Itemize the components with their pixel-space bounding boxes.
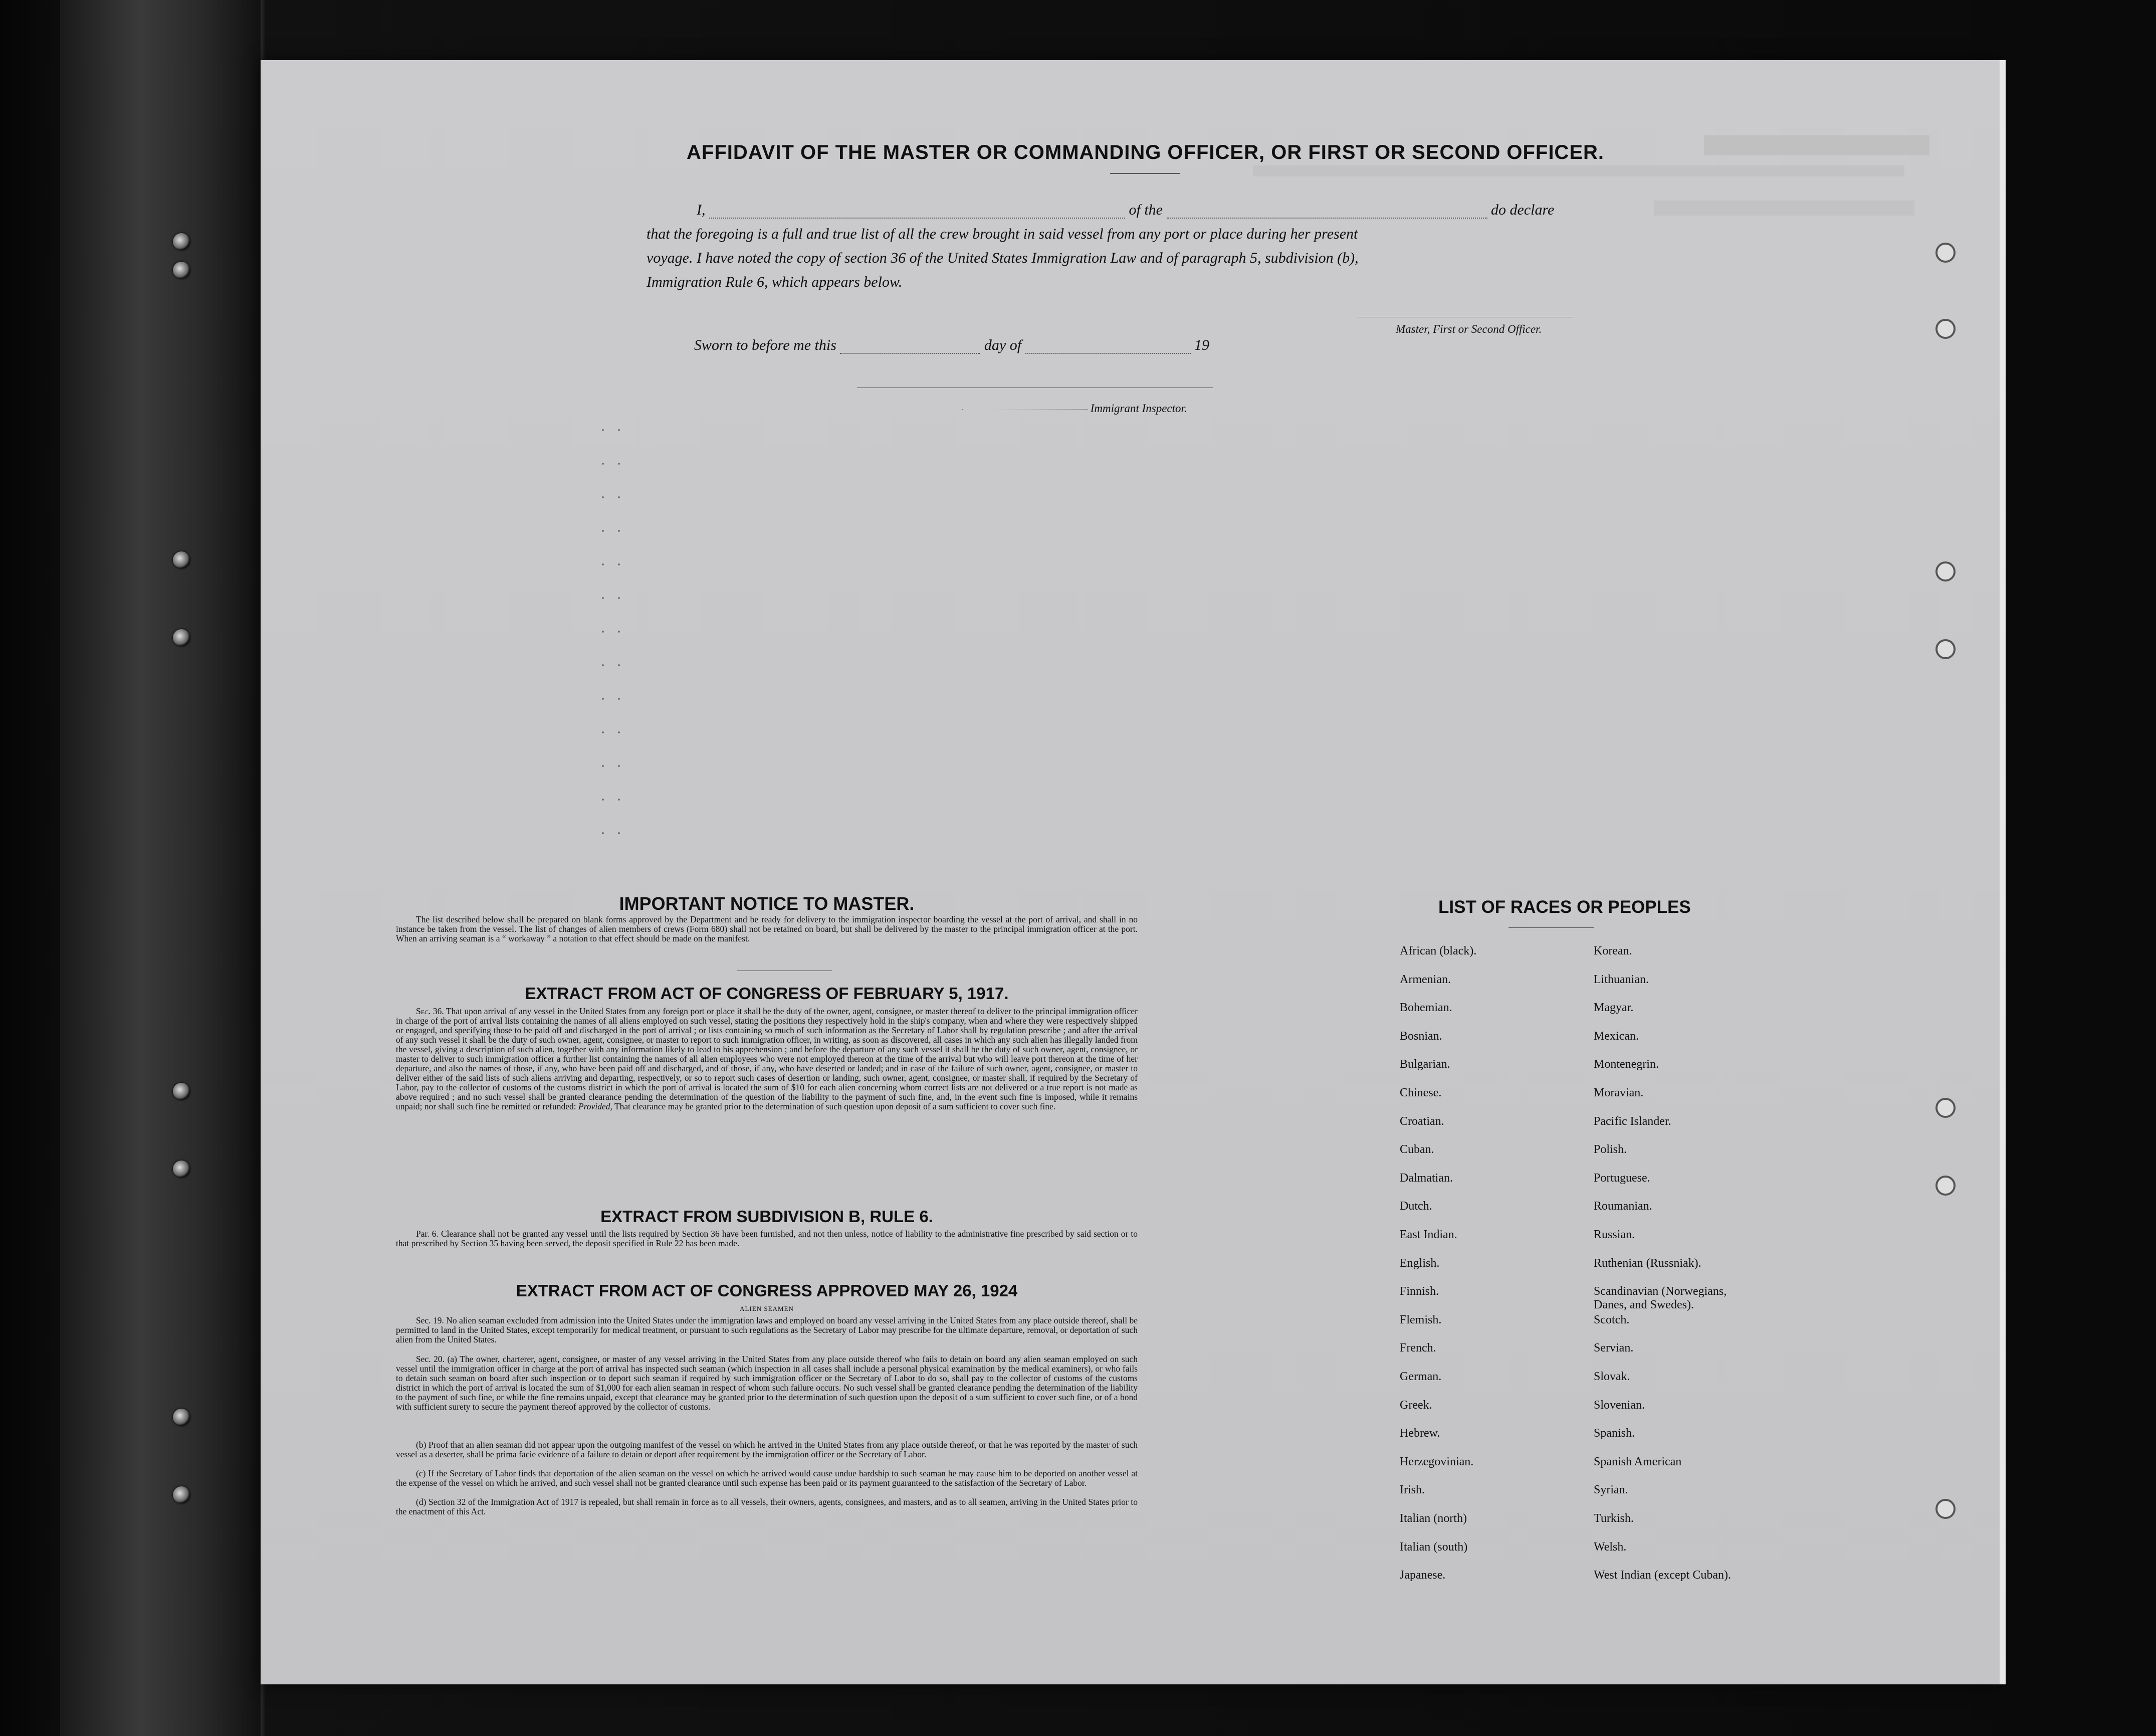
- race-item: Lithuanian.: [1594, 973, 1649, 986]
- sworn-day-field[interactable]: [840, 353, 980, 354]
- punch-hole: [1935, 1499, 1956, 1519]
- race-item: Bosnian.: [1400, 1029, 1442, 1043]
- binder-rivet: [173, 233, 190, 250]
- declaration-line-1: [697, 202, 1614, 219]
- race-item: Irish.: [1400, 1483, 1425, 1497]
- race-item: Bulgarian.: [1400, 1058, 1450, 1071]
- races-title: LIST OF RACES OR PEOPLES: [1438, 897, 1691, 917]
- sec-19-text: Sec. 19. No alien seaman excluded from admission into the United States under the immigration laws and employed on board any vessel arriving in the United States from any place outside thereof, shall be permitted to land in the United States, except temporarily for medical treatment, or pursuant to such regulations as the Secretary of Labor may prescribe for the ultimate departure, removal, or deportation of such alien from the United States.: [396, 1315, 1138, 1344]
- punch-hole: [1935, 243, 1956, 263]
- race-item: West Indian (except Cuban).: [1594, 1569, 1731, 1582]
- race-item: Slovenian.: [1594, 1398, 1645, 1412]
- inspector-line-row: [962, 402, 1187, 415]
- notice-body: The list described below shall be prepared on blank forms approved by the Department and be ready for delivery to the immigration inspector boarding the vessel at the port of arrival, and shall in no instance be taken from the vessel. The list of changes of alien members of crews (Form 680) shall not be retained on board, but shall be delivered by the master to the principal immigration officer at the port. When an arriving seaman is a “ workaway ” a notation to that effect should be made on the manifest.: [396, 914, 1138, 943]
- declaration-of-the: of the: [1129, 202, 1163, 218]
- year-prefix: 19: [1194, 337, 1210, 353]
- race-item: Hebrew.: [1400, 1427, 1440, 1440]
- race-item: Bohemian.: [1400, 1001, 1452, 1015]
- race-item: Italian (south): [1400, 1540, 1468, 1554]
- race-item: Roumanian.: [1594, 1200, 1652, 1213]
- race-item: Finnish.: [1400, 1285, 1439, 1298]
- extract-1917-title: EXTRACT FROM ACT OF CONGRESS OF FEBRUARY 5, 1917.: [525, 984, 1009, 1003]
- race-item: Herzegovinian.: [1400, 1455, 1474, 1468]
- extract-1924-subtitle: ALIEN SEAMEN: [740, 1305, 794, 1312]
- race-item: Dalmatian.: [1400, 1171, 1453, 1185]
- sec-20b-text: (b) Proof that an alien seaman did not appear upon the outgoing manifest of the vessel on which he arrived in the United States from any place outside thereof, or that he was reported by the master of such vessel as a deserter, shall be prima facie evidence of a failure to detain or deport after requirement by the immigration officer or the Secretary of Labor.: [396, 1440, 1138, 1459]
- punch-hole: [1935, 561, 1956, 582]
- master-signature-label: Master, First or Second Officer.: [1396, 323, 1542, 335]
- binder-rivet: [173, 1161, 190, 1178]
- race-item: Scandinavian (Norwegians, Danes, and Swedes).: [1594, 1285, 1727, 1312]
- extract-rule6-body: Par. 6. Clearance shall not be granted any vessel until the lists required by Section 36 have been furnished, and not then unless, notice of liability to the administrative fine prescribed by said section or to that prescribed by Section 35 having been served, the deposit specified in Rule 22 has been made.: [396, 1229, 1138, 1248]
- sworn-line: [694, 337, 1209, 354]
- extract-1924-title: EXTRACT FROM ACT OF CONGRESS APPROVED MAY 26, 1924: [516, 1281, 1018, 1300]
- race-item: French.: [1400, 1341, 1436, 1355]
- race-item: Slovak.: [1594, 1370, 1630, 1383]
- sworn-month-field[interactable]: [1025, 353, 1191, 354]
- race-item: Turkish.: [1594, 1512, 1634, 1525]
- inspector-label: Immigrant Inspector.: [1090, 402, 1187, 415]
- race-item: Ruthenian (Russniak).: [1594, 1256, 1701, 1270]
- race-item: Portuguese.: [1594, 1171, 1650, 1185]
- race-item: African (black).: [1400, 944, 1477, 957]
- binder-rivet: [173, 1409, 190, 1426]
- race-item: Korean.: [1594, 944, 1632, 957]
- race-item: English.: [1400, 1256, 1440, 1270]
- race-item: Syrian.: [1594, 1483, 1628, 1497]
- affidavit-title: AFFIDAVIT OF THE MASTER OR COMMANDING OFFICER, OR FIRST OR SECOND OFFICER.: [687, 141, 1604, 163]
- title-underline: [1110, 173, 1180, 174]
- provided-word: Provided,: [578, 1101, 612, 1111]
- sec-20d-text: (d) Section 32 of the Immigration Act of 1917 is repealed, but shall remain in force as to all vessels, their owners, agents, consignees, and masters, and as to all seamen, arriving in the United States prior to the enactment of this Act.: [396, 1497, 1138, 1516]
- race-item: Montenegrin.: [1594, 1058, 1659, 1071]
- race-item: Dutch.: [1400, 1200, 1432, 1213]
- binder-rivet: [173, 262, 190, 279]
- extract-rule6-title: EXTRACT FROM SUBDIVISION B, RULE 6.: [600, 1207, 933, 1226]
- sec-20a-text: Sec. 20. (a) The owner, charterer, agent, consignee, or master of any vessel arriving in the United States from any place outside thereof who fails to detain on board any alien seaman employed on such vessel until the immigration officer in charge at the port of arrival has inspected such seaman (which inspection in all cases shall include a personal physical examination by the medical examiners), or who fails to detain such seaman on board after such inspection or to deport such seaman if required by such immigration officer or the Secretary of Labor to do so, shall pay to the collector of customs of the customs district in which the port of arrival is located the sum of $1,000 for each alien seaman in respect of whom such failure occurs. No such vessel shall be granted clearance pending the determination of the liability to the payment of such fine, or while the fine remains unpaid, except that clearance may be granted prior to the determination of such question upon the deposit of a sum sufficient to cover such fine, or of a bond with sufficient surety to secure the payment thereof approved by the collector of customs.: [396, 1354, 1138, 1412]
- bleed-through-mark: [1704, 135, 1929, 155]
- race-item: Greek.: [1400, 1398, 1432, 1412]
- punch-hole: [1935, 1098, 1956, 1118]
- declaration-line-4: Immigration Rule 6, which appears below.: [646, 274, 903, 290]
- declaration-line-2: that the foregoing is a full and true list of all the crew brought in said vessel from any port or place during her present: [646, 226, 1358, 242]
- race-item: Russian.: [1594, 1228, 1635, 1241]
- notice-title: IMPORTANT NOTICE TO MASTER.: [619, 893, 915, 914]
- bleed-through-dots: . . . . . . . . . . . . . . . . . . . . . . . . . .: [601, 421, 625, 837]
- race-item: Cuban.: [1400, 1143, 1434, 1156]
- punch-hole: [1935, 1176, 1956, 1196]
- race-item: Moravian.: [1594, 1086, 1644, 1099]
- race-item: Armenian.: [1400, 973, 1451, 986]
- race-item: Japanese.: [1400, 1569, 1446, 1582]
- sec-36-label: Sec. 36.: [416, 1006, 444, 1016]
- binder-spine: [60, 0, 261, 1736]
- declaration-do-declare: do declare: [1491, 202, 1555, 218]
- sec-20c-text: (c) If the Secretary of Labor finds that deportation of the alien seaman on the vessel on which he arrived would cause undue hardship to such seaman he may cause him to be deported on another vessel at the expense of the vessel on which he arrived, and such vessel shall not be granted clearance until such expense has been paid or its payment guaranteed to the satisfaction of the Secretary of Labor.: [396, 1468, 1138, 1488]
- race-item: Flemish.: [1400, 1313, 1442, 1326]
- sworn-label: Sworn to before me this: [694, 337, 836, 353]
- race-item: German.: [1400, 1370, 1442, 1383]
- name-blank-field[interactable]: [709, 218, 1125, 219]
- race-item: Croatian.: [1400, 1114, 1444, 1128]
- race-item: East Indian.: [1400, 1228, 1457, 1241]
- bleed-through-mark: [1253, 165, 1904, 176]
- sec-36-text-end: That clearance may be granted prior to the determination of such question upon deposit of a sum sufficient to cover such fine.: [614, 1101, 1056, 1111]
- declaration-i: I,: [697, 202, 706, 218]
- race-item: Magyar.: [1594, 1001, 1634, 1015]
- punch-hole: [1935, 319, 1956, 339]
- race-item: Pacific Islander.: [1594, 1114, 1671, 1128]
- binder-rivet: [173, 551, 190, 568]
- race-item: Welsh.: [1594, 1540, 1627, 1554]
- vessel-blank-field[interactable]: [1167, 218, 1487, 219]
- binder-rivet: [173, 1486, 190, 1503]
- punch-hole: [1935, 639, 1956, 659]
- race-item: Spanish American: [1594, 1455, 1682, 1468]
- race-item: Italian (north): [1400, 1512, 1467, 1525]
- inspector-dotted-lead: [962, 409, 1088, 410]
- race-item: Polish.: [1594, 1143, 1627, 1156]
- bleed-through-mark: [1654, 201, 1914, 216]
- race-item: Spanish.: [1594, 1427, 1635, 1440]
- race-item: Mexican.: [1594, 1029, 1639, 1043]
- sec-36-text: That upon arrival of any vessel in the United States from any foreign port or place it shall be the duty of the owner, agent, consignee, or master thereof to deliver to the principal immigration officer in charge of the port of arrival lists containing the names of all aliens employed on such vessel, stating the positions they respectively hold in the ship's company, when and where they were respectively shipped or engaged, and specifying those to be paid off and discharged in the port of arrival ; or lists containing so much of such information as the Secretary of Labor shall by regulation prescribe ; and after the arrival of any such vessel it shall be the duty of such owner, agent, consignee, or master to report to such immigration officer, in writing, as soon as discovered, all cases in which any such alien has illegally landed from the vessel, giving a description of such alien, together with any information likely to lead to his apprehension ; and before the departure of any such vessel it shall be the duty of such owner, agent, consignee, or master to deliver to such immigration officer a further list containing the names of all alien employees who were not employed thereon at the time of the arrival but who will leave port thereon at the time of her departure, and also the names of those, if any, who have been paid off and discharged, and of those, if any, who have deserted or landed; and in case of the failure of such owner, agent, consignee, or master to deliver either of the said lists of such aliens arriving and departing, respectively, or so to report such cases of desertion or landing, such owner, agent, consignee, or master shall, if required by the Secretary of Labor, pay to the collector of customs of the customs district in which the port of arrival is located the sum of $10 for each alien concerning whom correct lists are not delivered or a true report is not made as above required ; and no such vessel shall be granted clearance pending the determination of the question of the liability to the payment of such fine, and, in the event such fine is imposed, while it remains unpaid; nor shall such fine be remitted or refunded:: [396, 1006, 1138, 1111]
- page-edge: [2000, 60, 2006, 1684]
- binder-rivet: [173, 1083, 190, 1100]
- race-item: Chinese.: [1400, 1086, 1442, 1099]
- race-item: Scotch.: [1594, 1313, 1630, 1326]
- binder-rivet: [173, 629, 190, 646]
- declaration-line-3: voyage. I have noted the copy of section 36 of the United States Immigration Law and of paragraph 5, subdivision (b),: [646, 250, 1359, 266]
- extract-1917-body: [396, 1007, 1138, 1111]
- races-divider: [1508, 927, 1594, 928]
- day-of-label: day of: [984, 337, 1022, 353]
- race-item: Servian.: [1594, 1341, 1634, 1355]
